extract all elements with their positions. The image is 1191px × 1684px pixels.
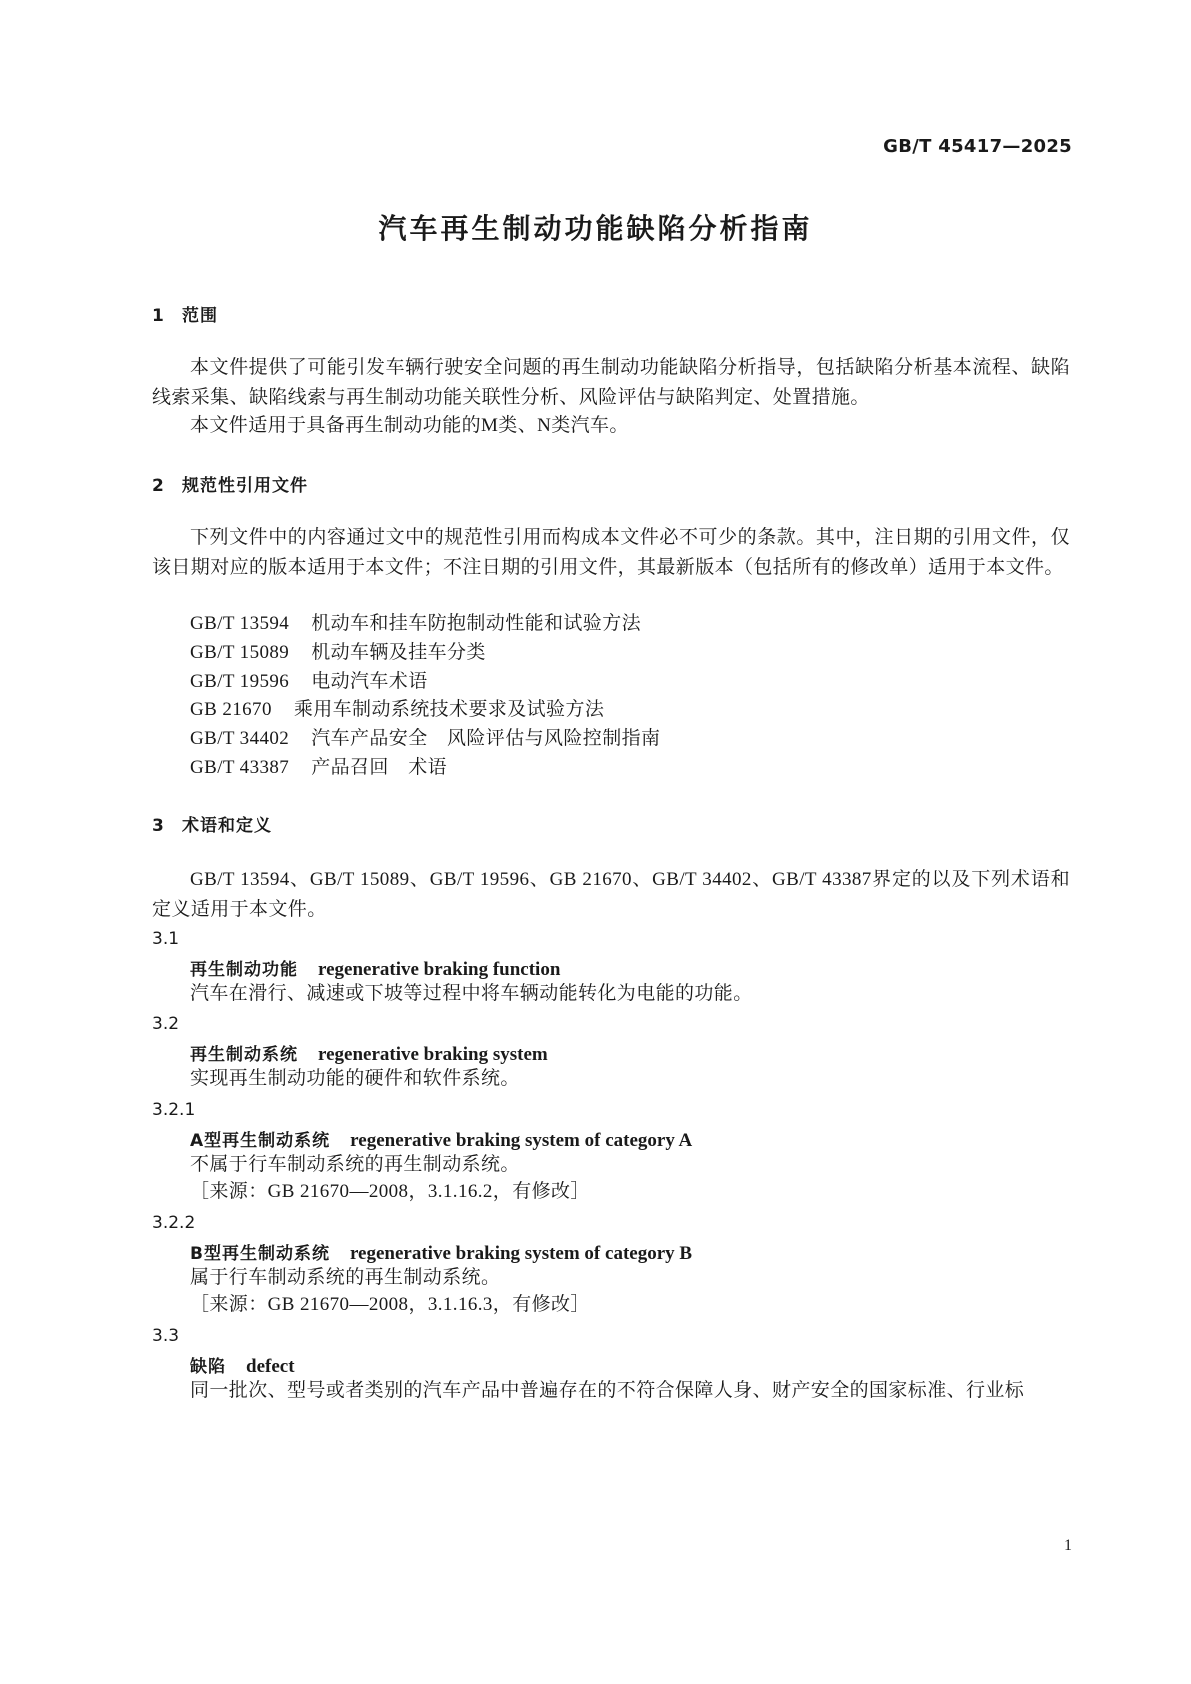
term-heading xyxy=(190,955,560,981)
reference-item xyxy=(190,753,447,783)
term-source: ［来源：GB 21670—2008，3.1.16.2，有修改］ xyxy=(190,1181,590,1202)
section-number: 3 xyxy=(152,816,165,836)
section-number: 2 xyxy=(152,476,165,496)
reference-item xyxy=(190,695,604,725)
term-definition: 属于行车制动系统的再生制动系统。 xyxy=(190,1267,501,1288)
term-heading xyxy=(190,1352,295,1378)
term-english: regenerative braking system xyxy=(318,1044,548,1065)
reference-title: 机动车和挂车防抱制动性能和试验方法 xyxy=(311,613,641,634)
page-number: 1 xyxy=(1064,1537,1072,1554)
term-definition: 实现再生制动功能的硬件和软件系统。 xyxy=(190,1068,520,1089)
term-chinese: A型再生制动系统 xyxy=(190,1131,331,1151)
reference-code: GB 21670 xyxy=(190,699,272,720)
paragraph: 下列文件中的内容通过文中的规范性引用而构成本文件必不可少的条款。其中，注日期的引用文件，仅该日期对应的版本适用于本文件；不注日期的引用文件，其最新版本（包括所有的修改单）适用于本文件。 xyxy=(152,527,1070,578)
paragraph: 本文件提供了可能引发车辆行驶安全问题的再生制动功能缺陷分析指导，包括缺陷分析基本流程、缺陷线索采集、缺陷线索与再生制动功能关联性分析、风险评估与缺陷判定、处置措施。 xyxy=(152,357,1070,408)
term-english: defect xyxy=(246,1356,295,1377)
term-heading xyxy=(190,1239,692,1265)
reference-code: GB/T 15089 xyxy=(190,642,290,663)
term-number: 3.1 xyxy=(152,929,180,949)
reference-item xyxy=(190,638,486,668)
reference-code: GB/T 19596 xyxy=(190,671,290,692)
term-english: regenerative braking system of category B xyxy=(349,1243,693,1264)
reference-code: GB/T 13594 xyxy=(190,613,290,634)
term-chinese: 缺陷 xyxy=(190,1357,226,1377)
term-number: 3.2 xyxy=(152,1014,180,1034)
reference-title: 汽车产品安全 风险评估与风险控制指南 xyxy=(311,728,661,749)
term-number: 3.2.1 xyxy=(152,1100,196,1120)
reference-title: 产品召回 术语 xyxy=(311,757,447,778)
term-definition: 同一批次、型号或者类别的汽车产品中普遍存在的不符合保障人身、财产安全的国家标准、行业标 xyxy=(190,1380,1025,1401)
term-chinese: 再生制动系统 xyxy=(190,1045,298,1065)
reference-item xyxy=(190,667,428,697)
reference-code: GB/T 43387 xyxy=(190,757,290,778)
reference-item xyxy=(190,724,660,754)
page-title: 汽车再生制动功能缺陷分析指南 xyxy=(378,212,813,245)
reference-item xyxy=(190,609,641,639)
term-definition: 汽车在滑行、减速或下坡等过程中将车辆动能转化为电能的功能。 xyxy=(190,983,753,1004)
term-chinese: 再生制动功能 xyxy=(190,960,298,980)
term-heading xyxy=(190,1126,692,1152)
term-source: ［来源：GB 21670—2008，3.1.16.3，有修改］ xyxy=(190,1294,590,1315)
section-heading-scope xyxy=(152,301,218,326)
term-english: regenerative braking system of category A xyxy=(350,1130,693,1151)
section-title: 规范性引用文件 xyxy=(182,476,308,496)
reference-title: 电动汽车术语 xyxy=(311,671,428,692)
paragraph: 本文件适用于具备再生制动功能的M类、N类汽车。 xyxy=(190,415,629,436)
term-number: 3.2.2 xyxy=(152,1213,196,1233)
term-chinese: B型再生制动系统 xyxy=(190,1244,330,1264)
term-english: regenerative braking function xyxy=(318,959,561,980)
term-definition: 不属于行车制动系统的再生制动系统。 xyxy=(190,1154,520,1175)
section-heading-terms-definitions xyxy=(152,811,272,836)
standard-number: GB/T 45417—2025 xyxy=(883,136,1072,157)
term-number: 3.3 xyxy=(152,1326,180,1346)
paragraph: GB/T 13594、GB/T 15089、GB/T 19596、GB 21670、GB/T 34402、GB/T 43387界定的以及下列术语和定义适用于本文件。 xyxy=(152,869,1070,920)
term-heading xyxy=(190,1040,548,1066)
section-title: 术语和定义 xyxy=(182,816,272,836)
reference-title: 机动车辆及挂车分类 xyxy=(311,642,486,663)
section-title: 范围 xyxy=(182,306,218,326)
reference-title: 乘用车制动系统技术要求及试验方法 xyxy=(293,699,605,720)
reference-code: GB/T 34402 xyxy=(190,728,290,749)
section-heading-normative-references xyxy=(152,471,308,496)
section-number: 1 xyxy=(152,306,165,326)
